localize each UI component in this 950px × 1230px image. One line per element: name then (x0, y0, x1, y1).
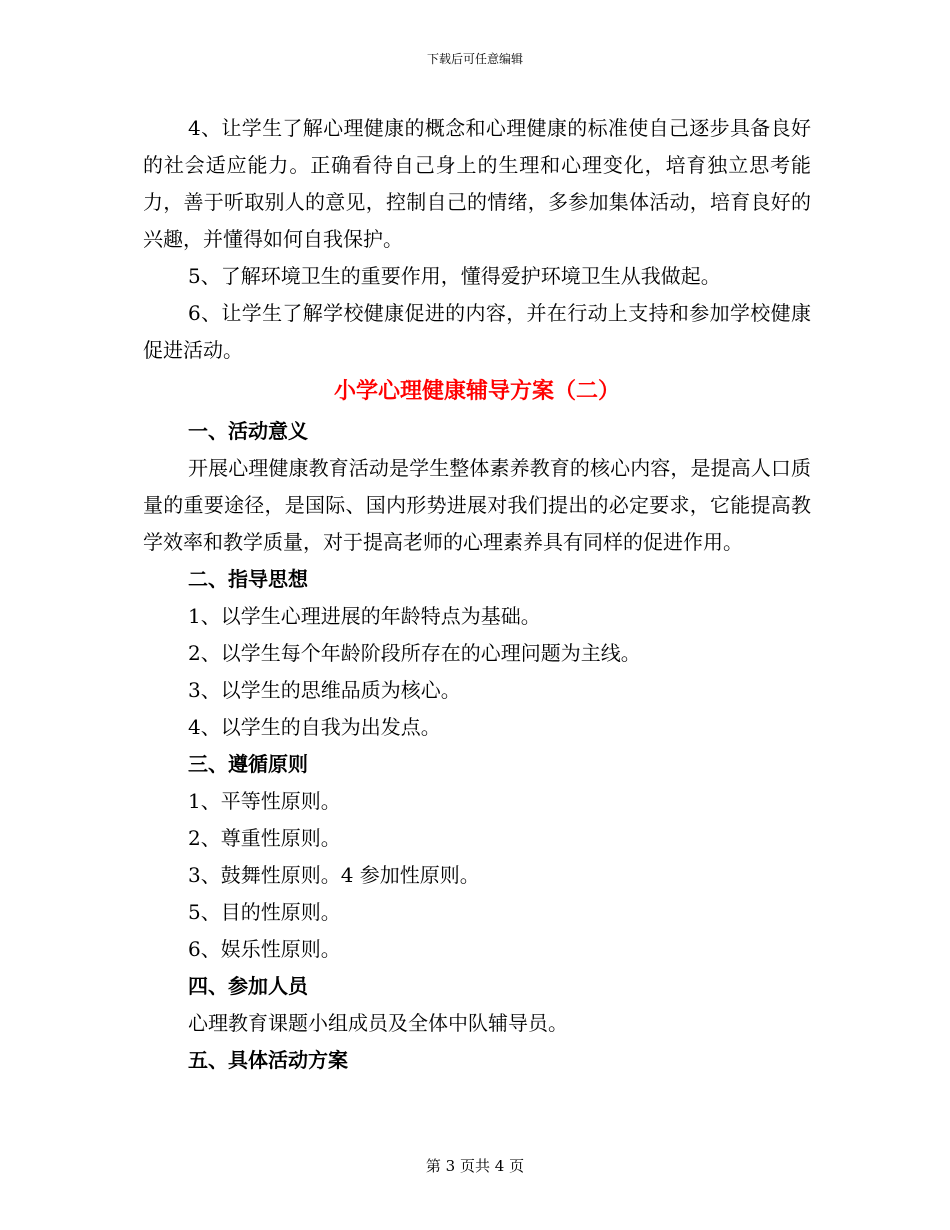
document-body (143, 110, 811, 1079)
paragraph-goal-6: 6、让学生了解学校健康促进的内容，并在行动上支持和参加学校健康促进活动。 (143, 301, 811, 362)
list-item: 1、平等性原则。 (188, 789, 341, 813)
section-title: 小学心理健康辅导方案（二） (333, 378, 620, 404)
page-footer: 第 3 页共 4 页 (425, 1157, 525, 1175)
list-item: 3、以学生的思维品质为核心。 (188, 678, 461, 702)
paragraph-activity-significance: 开展心理健康教育活动是学生整体素养教育的核心内容，是提高人口质量的重要途径，是国际、国内形势进展对我们提出的必定要求，它能提高教学效率和教学质量，对于提高老师的心理素养具有同样的促进作用。 (143, 456, 811, 554)
paragraph-goal-5: 5、了解环境卫生的重要作用，懂得爱护环境卫生从我做起。 (188, 264, 721, 288)
list-item: 3、鼓舞性原则。4 参加性原则。 (188, 863, 480, 887)
heading-participants: 四、参加人员 (188, 974, 308, 998)
list-item: 6、娱乐性原则。 (188, 937, 341, 961)
page-header: 下载后可任意编辑 (426, 52, 523, 66)
list-item: 2、尊重性原则。 (188, 826, 341, 850)
list-item: 4、以学生的自我为出发点。 (188, 715, 441, 739)
list-item: 2、以学生每个年龄阶段所存在的心理问题为主线。 (188, 641, 641, 665)
heading-activity-significance: 一、活动意义 (188, 419, 308, 443)
paragraph-participants: 心理教育课题小组成员及全体中队辅导员。 (188, 1011, 568, 1035)
list-item: 5、目的性原则。 (188, 900, 341, 924)
heading-principles: 三、遵循原则 (188, 752, 308, 776)
list-item: 1、以学生心理进展的年龄特点为基础。 (188, 604, 541, 628)
heading-activity-plan: 五、具体活动方案 (188, 1048, 348, 1072)
paragraph-goal-4: 4、让学生了解心理健康的概念和心理健康的标准使自己逐步具备良好的社会适应能力。正确看待自己身上的生理和心理变化，培育独立思考能力，善于听取别人的意见，控制自己的情绪，多参加集体活动，培育良好的兴趣，并懂得如何自我保护。 (143, 116, 811, 251)
heading-guiding-thought: 二、指导思想 (188, 567, 308, 591)
